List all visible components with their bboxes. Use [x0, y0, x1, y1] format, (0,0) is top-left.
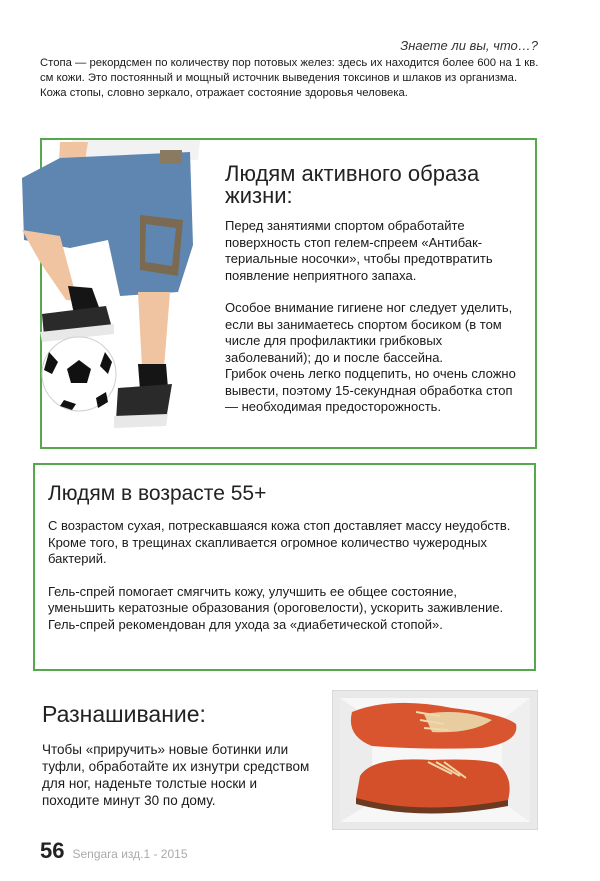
age-55-title: Людям в возрасте 55+ — [48, 482, 267, 505]
paragraph: Особое внимание гигиене ног следует уделить, если вы занимаетесь спортом босиком (в том числе для профилактики грибковых заболеваний); до и после бассейна. — [225, 300, 513, 365]
paragraph: Гель-спрей помогает смягчить кожу, улучшить ее общее состояние, уменьшить кератозные образования (ороговелости), ускорить заживление. — [48, 583, 504, 615]
intro-paragraph: Кожа стопы, словно зеркало, отражает состояние здоровья человека. — [40, 87, 408, 99]
age-55-text — [48, 518, 526, 649]
page-number: 56 — [40, 838, 65, 863]
paragraph: Грибок очень легко подцепить, но очень сложно вывести, поэтому 15-секундная обработка стоп — необходимая предосторожность. — [225, 366, 516, 414]
intro-paragraph: Стопа — рекордсмен по количеству пор потовых желез: здесь их находится более 600 на 1 кв. см кожи. Это постоянный и мощный источник выведения токсинов и шлаков из организма. — [40, 57, 539, 84]
section-kicker: Знаете ли вы, что…? — [400, 38, 538, 53]
breaking-in-title: Разнашивание: — [42, 701, 206, 727]
active-lifestyle-text — [225, 218, 517, 432]
breaking-in-text: Чтобы «приручить» новые ботинки или туфли, обработайте их изнутри средством для ног, наденьте толстые носки и походите минут 30 по дому. — [42, 742, 310, 808]
boy-with-ball-illustration — [0, 0, 220, 440]
page-footer — [40, 838, 188, 862]
magazine-credit: Sengara изд.1 - 2015 — [72, 847, 188, 861]
paragraph: С возрастом сухая, потрескавшаяся кожа стоп доставляет массу неудобств. Кроме того, в трещинах скапливается огромное количество чужеродных бактерий. — [48, 518, 511, 566]
active-lifestyle-title: Людям активного образа жизни: — [225, 161, 480, 208]
shoes-in-box-image — [332, 690, 538, 830]
paragraph: Перед занятиями спортом обработайте поверхность стоп гелем-спреем «Антибактериальные носочки», чтобы предотвратить появление неприятного запаха. — [225, 218, 493, 283]
paragraph: Гель-спрей рекомендован для ухода за «диабетической стопой». — [48, 616, 443, 632]
